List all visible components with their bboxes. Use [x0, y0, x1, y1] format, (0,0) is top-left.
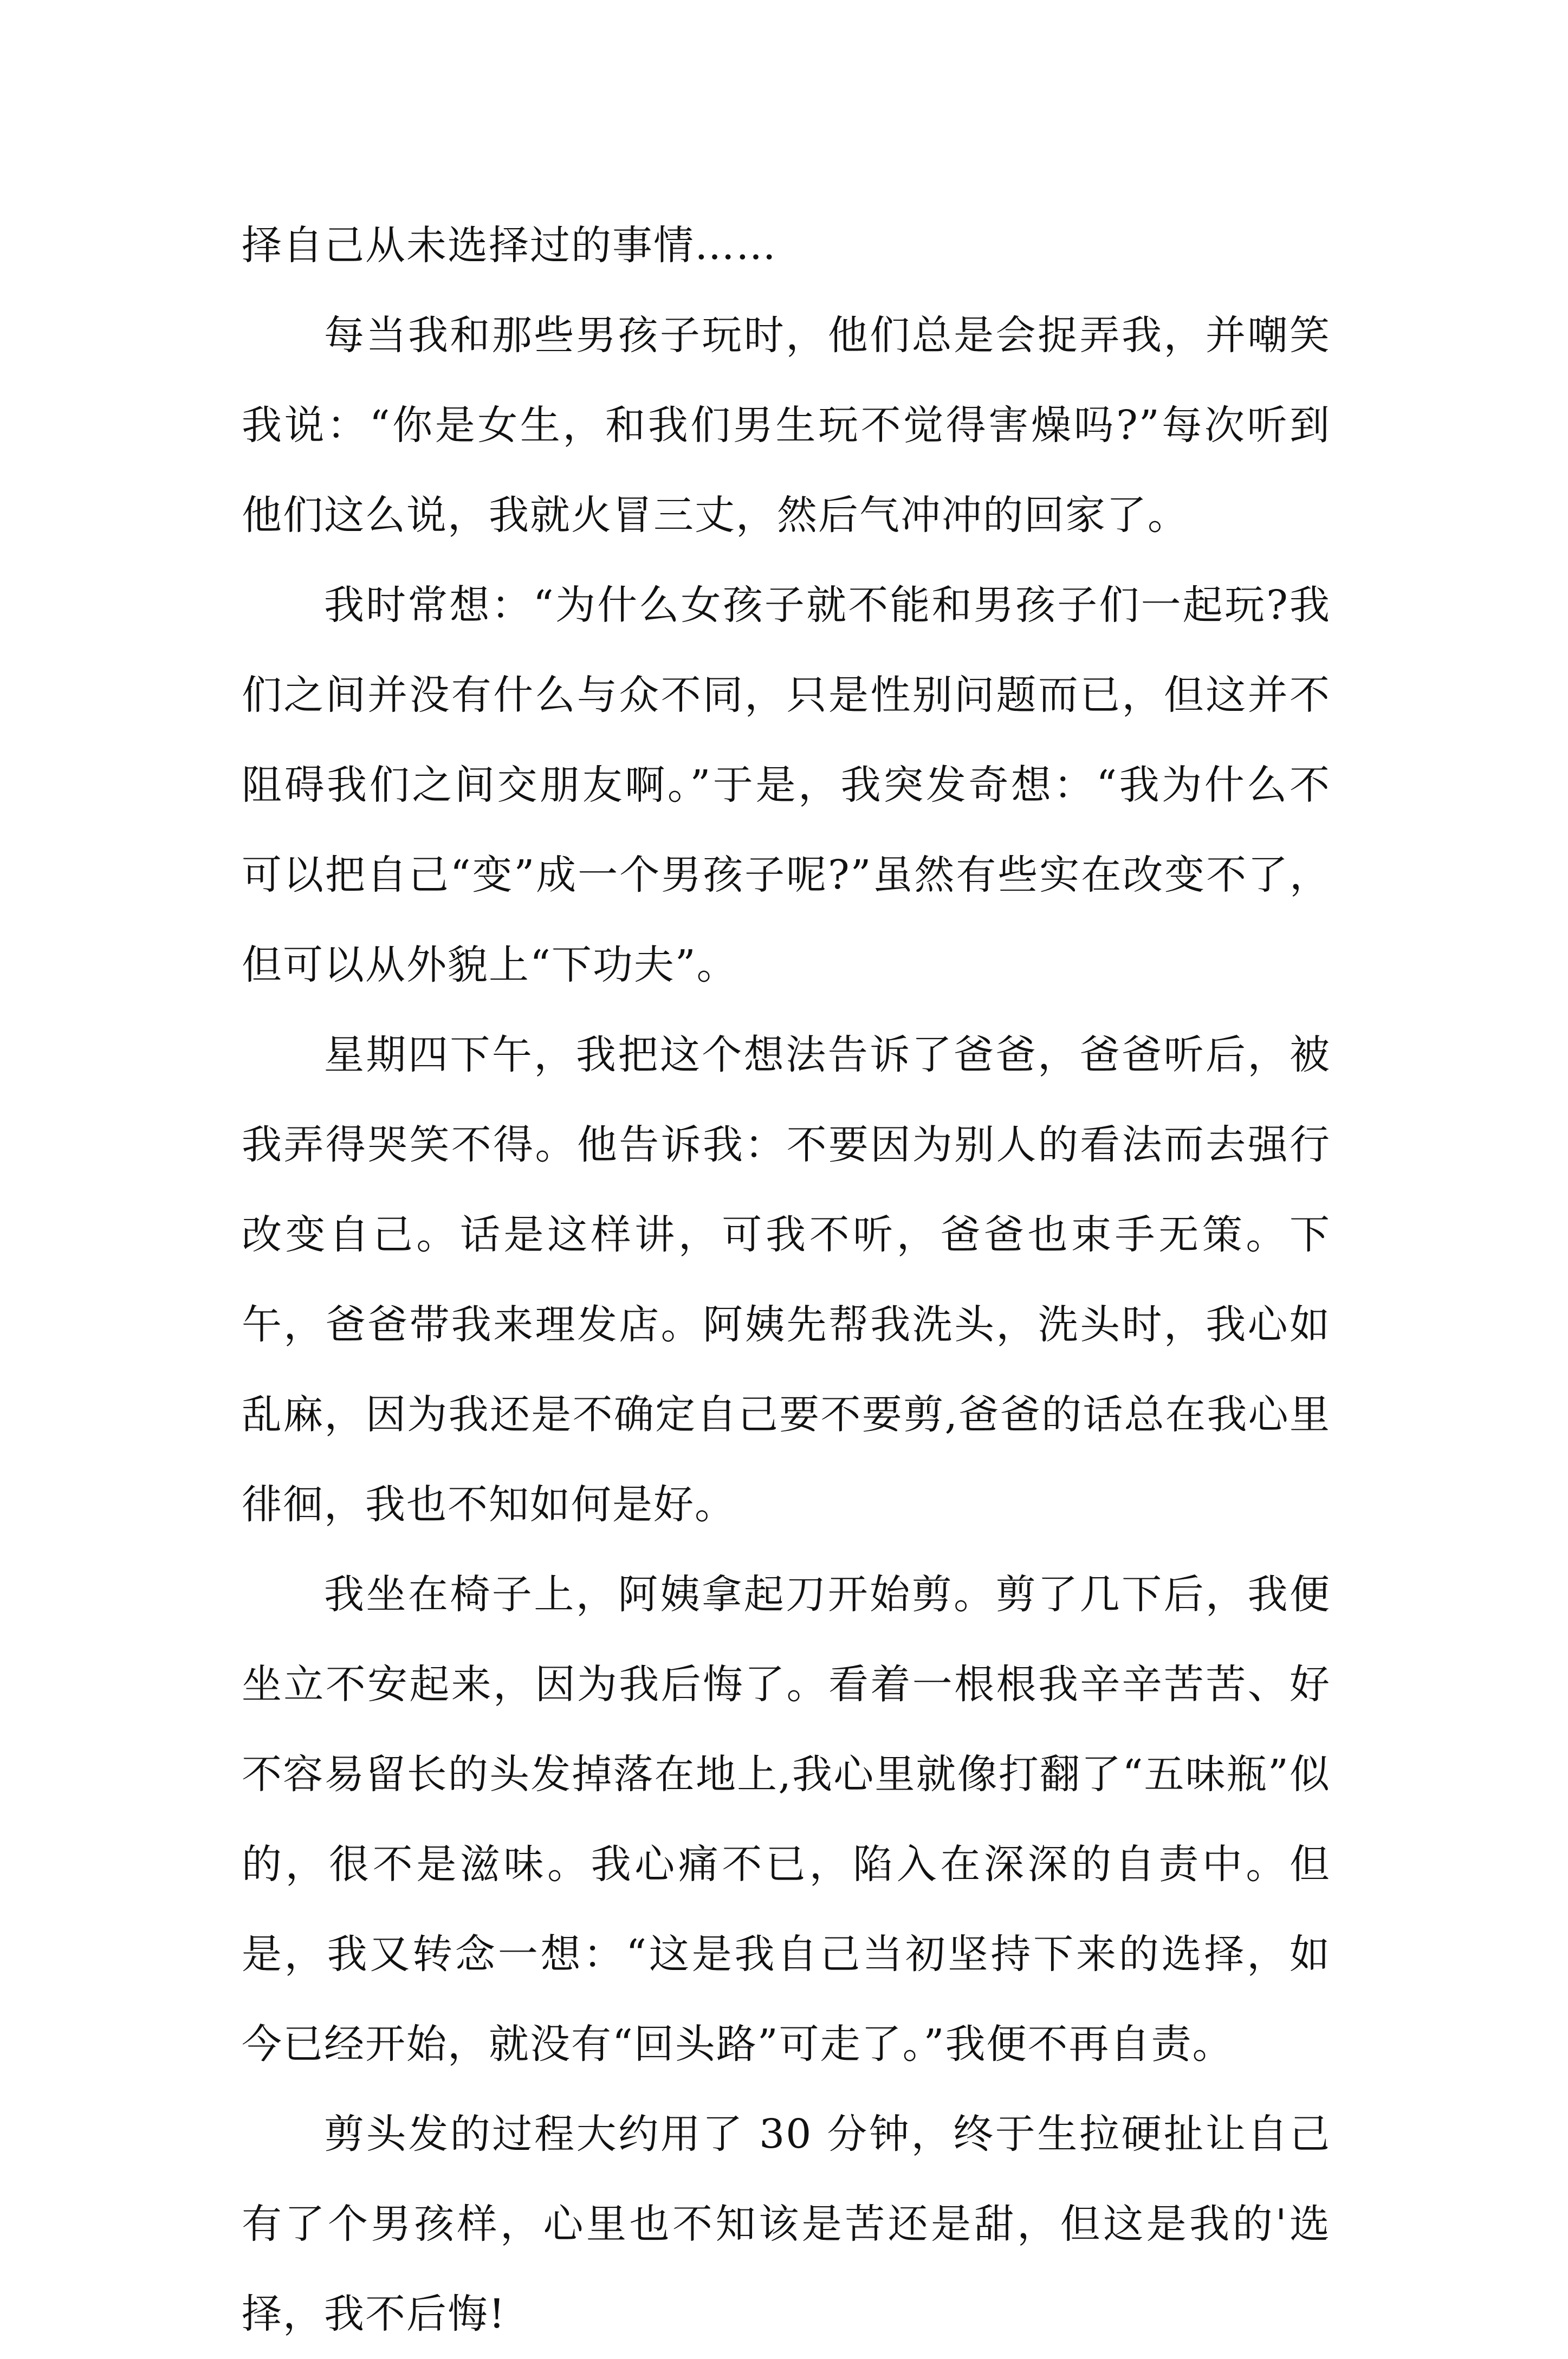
- document-body: [242, 200, 1331, 2359]
- paragraph: 每当我和那些男孩子玩时，他们总是会捉弄我，并嘲笑我说：“你是女生，和我们男生玩不觉得害燥吗?”每次听到他们这么说，我就火冒三丈，然后气冲冲的回家了。: [242, 312, 1331, 539]
- paragraph-continuation: 择自己从未选择过的事情……: [242, 222, 777, 269]
- paragraph: 星期四下午，我把这个想法告诉了爸爸，爸爸听后，被我弄得哭笑不得。他告诉我：不要因为别人的看法而去强行改变自己。话是这样讲，可我不听，爸爸也束手无策。下午，爸爸带我来理发店。阿姨先帮我洗头，洗头时，我心如乱麻，因为我还是不确定自己要不要剪,爸爸的话总在我心里徘徊，我也不知如何是好。: [242, 1032, 1331, 1528]
- paragraph: 剪头发的过程大约用了 30 分钟，终于生拉硬扯让自己有了个男孩样，心里也不知该是苦还是甜，但这是我的'选择，我不后悔!: [242, 2111, 1331, 2337]
- paragraph: 我时常想：“为什么女孩子就不能和男孩子们一起玩?我们之间并没有什么与众不同，只是性别问题而已，但这并不阻碍我们之间交朋友啊。”于是，我突发奇想：“我为什么不可以把自己“变”成一个男孩子呢?”虽然有些实在改变不了，但可以从外貌上“下功夫”。: [242, 582, 1331, 988]
- paragraph: 我坐在椅子上，阿姨拿起刀开始剪。剪了几下后，我便坐立不安起来，因为我后悔了。看着一根根我辛辛苦苦、好不容易留长的头发掉落在地上,我心里就像打翻了“五味瓶”似的，很不是滋味。我心痛不已，陷入在深深的自责中。但是，我又转念一想：“这是我自己当初坚持下来的选择，如今已经开始，就没有“回头路”可走了。”我便不再自责。: [242, 1571, 1331, 2068]
